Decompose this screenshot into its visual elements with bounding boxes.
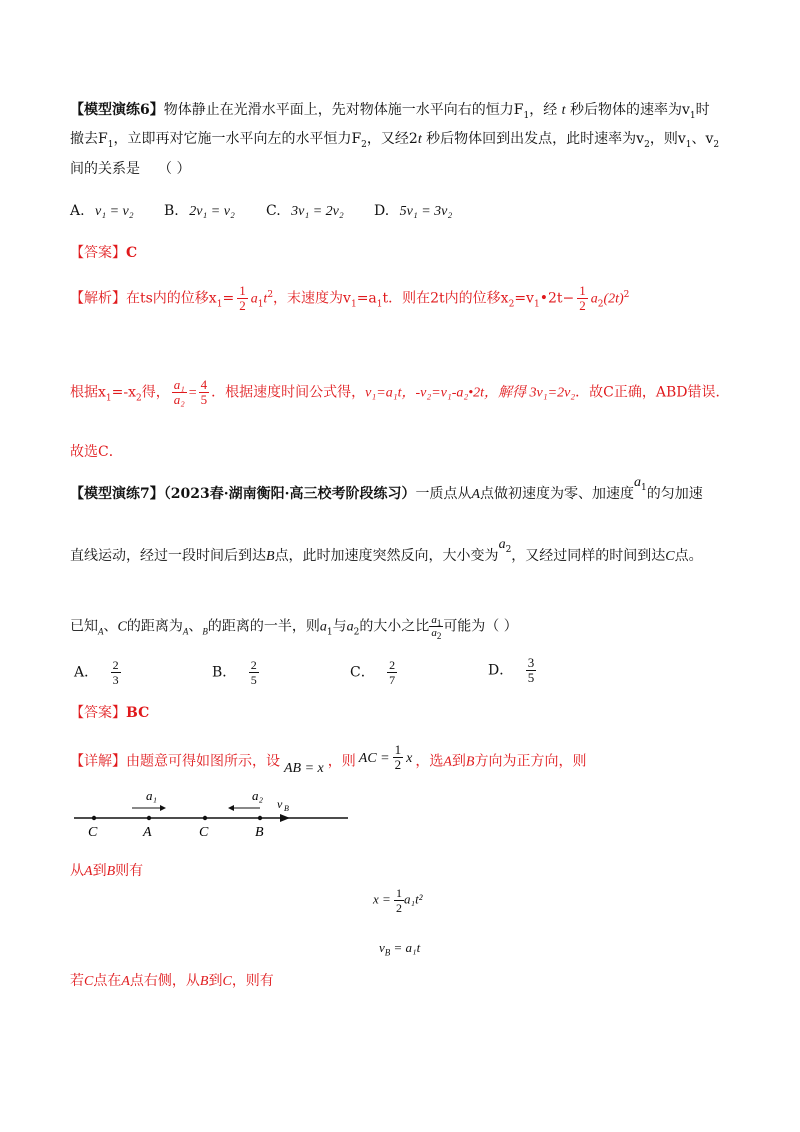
q7-option-d: D． $\frac{3}{5}$ [488,655,535,685]
point-c-right [203,816,207,820]
q7-option-b: B． $\frac{2}{5}$ [212,658,257,687]
a2-arrowhead [228,805,234,811]
vb-subscript: B [284,804,289,813]
label-b: B [255,825,264,840]
q7-option-c: C． $\frac{2}{7}$ [350,658,396,687]
a1-arrowhead [160,805,166,811]
q6-option-d: D. 5v₁ = 3v₂ [374,203,453,219]
q6-option-c: C. 3v₁ = 2v₂ [266,203,344,219]
label-a: A [143,825,152,840]
q6-line1: 【模型演练6】物体静止在光滑水平面上，先对物体施一水平向右的恒力$F_1$，经 t 秒后物体的速率为$v_1$时 [70,102,710,121]
q6-answer-blank: （ ） [158,161,191,177]
analysis-tag: 【解析】 [70,290,126,307]
q7-line3: 已知$_A$、C的距离为$_A$、$_B$的距离的一半，则$a_1$与$a_2$的大小之比 $\frac{a_1}{a_2}$ 可能为（ ） [70,614,518,642]
q7-line2: 直线运动，经过一段时间后到达B点，此时加速度突然反向，大小变为$a_2$，又经过同样的时间到达C点。 [70,537,703,564]
motion-diagram [70,786,360,842]
q7-answer: 【答案】BC [70,705,150,721]
q7-line1: 【模型演练7】（2023春·湖南衡阳·高三校考阶段练习）一质点从A点做初速度为零、加速度$a_1$的匀加速 [70,475,703,502]
from-a-to-b: 从A到B则有 [70,863,144,879]
a1-label: a₁ [146,788,158,803]
point-b [258,816,262,820]
label-c-right: C [199,825,209,840]
q7-option-a: A． $\frac{2}{3}$ [74,658,119,687]
label-c-left: C [88,825,98,840]
q6-analysis-line2: 根据$x_1=-x_2$得， $\frac{\text{a₁}}{\text{a₂}}$ = $\frac{4}{5}$ ．根据速度时间公式得，v₁=a₁t，-v₂=v₁-a₂•2t，解得 3v₁=2v₂．故C正确，ABD错误． [70,377,730,407]
q6-line2: 撤去$F_1$，立即再对它施一水平向左的水平恒力$F_2$，又经2t 秒后物体回到出发点，此时速率为$v_2$，则$v_1$、$v_2$ [70,131,720,150]
point-c-left [92,816,96,820]
a2-label: a₂ [252,788,264,803]
q6-line3: 间的关系是 （ ） [70,161,191,177]
velocity-arrowhead [280,814,290,822]
point-a [147,816,151,820]
q6-conclusion: 故选C． [70,444,123,460]
q7-detail: 【详解】由题意可得如图所示，设 AB = x ，则 AC = $\frac{1}{2}$ x ，选A到B方向为正方向，则 [70,742,587,776]
vb-label: v [277,797,283,811]
case-c-right-of-a: 若C点在A点右侧，从B到C，则有 [70,973,274,989]
q6-analysis: 【解析】在ts内的位移$x_1=$ $\frac{1}{2}$ $a_1t^2$，末速度为$v_1=a_1t$．则在2t内的位移$x_2=v_1•2t-$ $\frac{1}{2}$ $a_2(2t)^2$ [70,283,630,313]
q6-option-a: A. v₁ = v₂ [70,203,134,219]
q7-tag: 【模型演练7】（2023春·湖南衡阳·高三校考阶段练习） [70,486,416,502]
q6-answer: 【答案】C [70,245,138,261]
q6-tag: 【模型演练6】 [70,102,164,118]
equation-velocity: $v_B = a_1t$ [379,940,421,958]
q6-option-b: B. 2v₁ = v₂ [164,203,235,219]
detail-tag: 【详解】 [70,753,126,770]
equation-displacement: x = $\frac{1}{2}$ a₁t² [373,886,423,915]
